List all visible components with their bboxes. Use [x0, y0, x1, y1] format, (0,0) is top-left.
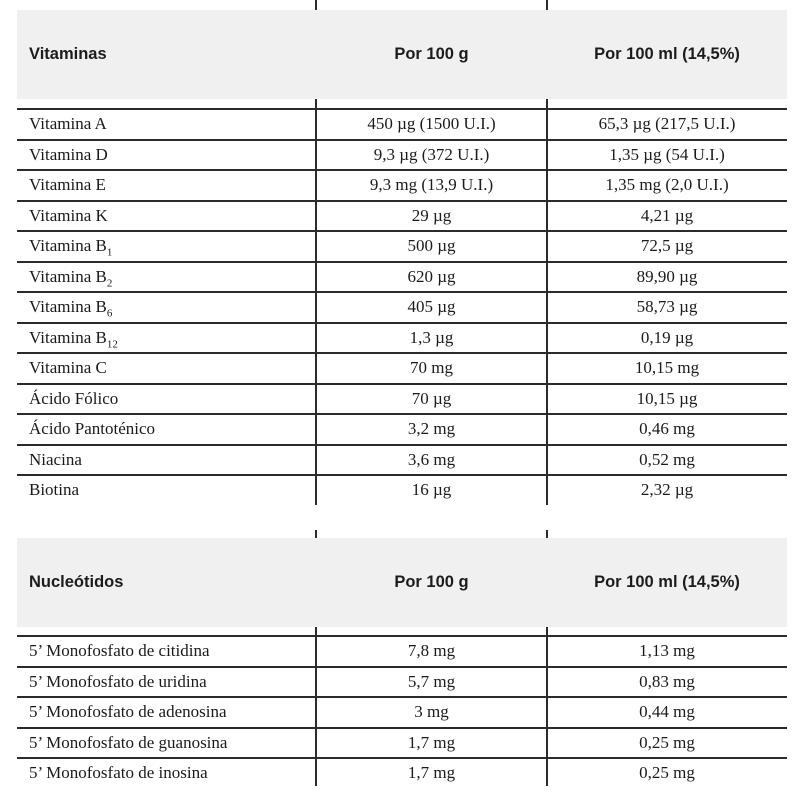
table-row — [17, 635, 787, 666]
vitamins-table-body — [17, 108, 787, 505]
row-label: Vitamina K — [29, 205, 108, 225]
per-100g-value: 16 µg — [411, 480, 452, 500]
per-100ml-value: 1,13 mg — [639, 641, 695, 661]
per-100ml-value: 0,52 mg — [639, 449, 695, 469]
nucleotides-table — [17, 530, 787, 788]
per-100g-value: 1,7 mg — [407, 732, 456, 752]
table-row — [17, 108, 787, 139]
per-100ml-value: 4,21 µg — [640, 205, 694, 225]
table-row — [17, 169, 787, 200]
table-title: Vitaminas — [29, 45, 107, 63]
row-label: 5’ Monofosfato de citidina — [29, 641, 210, 661]
row-label: 5’ Monofosfato de guanosina — [29, 732, 228, 752]
table-row — [17, 261, 787, 292]
row-label: Vitamina E — [29, 175, 106, 195]
per-100g-value: 29 µg — [411, 205, 452, 225]
per-100ml-value: 58,73 µg — [636, 297, 698, 317]
per-100ml-value: 0,19 µg — [640, 327, 694, 347]
table-row — [17, 474, 787, 505]
table-row — [17, 200, 787, 231]
per-100ml-value: 10,15 µg — [636, 388, 698, 408]
per-100g-value: 500 µg — [407, 236, 456, 256]
per-100g-value: 1,7 mg — [407, 763, 456, 783]
per-100ml-value: 0,25 mg — [639, 732, 695, 752]
table-title: Nucleótidos — [29, 573, 124, 591]
per-100g-value: 7,8 mg — [407, 641, 456, 661]
table-row — [17, 666, 787, 697]
table-row — [17, 696, 787, 727]
row-label: Vitamina $B_{12}$ — [29, 327, 118, 351]
per-100ml-value: 0,46 mg — [639, 419, 695, 439]
row-label: Ácido Fólico — [29, 388, 119, 408]
per-100g-value: 3 mg — [414, 702, 449, 722]
per-100ml-value: 89,90 µg — [636, 266, 698, 286]
table-row — [17, 291, 787, 322]
table-row — [17, 444, 787, 475]
table-row — [17, 757, 787, 788]
nucleotides-table-header — [17, 538, 787, 627]
table-row — [17, 230, 787, 261]
per-100g-value: 3,6 mg — [407, 449, 456, 469]
row-label: 5’ Monofosfato de inosina — [29, 763, 208, 783]
per-100g-value: 70 mg — [410, 358, 453, 378]
row-label: Vitamina A — [29, 114, 107, 134]
table-row — [17, 352, 787, 383]
table-row — [17, 383, 787, 414]
row-label: Vitamina C — [29, 358, 107, 378]
per-100ml-value: 0,44 mg — [639, 702, 695, 722]
per-100g-value: 3,2 mg — [407, 419, 456, 439]
row-label: 5’ Monofosfato de adenosina — [29, 702, 227, 722]
table-row — [17, 413, 787, 444]
per-100ml-value: 2,32 µg — [640, 480, 694, 500]
per-100g-value: 620 µg — [407, 266, 456, 286]
per-100ml-value: 72,5 µg — [640, 236, 694, 256]
per-100g-value: 1,3 µg — [409, 327, 454, 347]
row-label: Biotina — [29, 480, 80, 500]
table-row — [17, 322, 787, 353]
nucleotides-table-body — [17, 635, 787, 788]
col-header-per-100ml: Por 100 ml (14,5%) — [594, 573, 740, 591]
per-100ml-value: 0,83 mg — [639, 671, 695, 691]
col-header-per-100g: Por 100 g — [394, 45, 469, 63]
col-header-per-100g: Por 100 g — [394, 573, 469, 591]
per-100ml-value: 10,15 mg — [634, 358, 700, 378]
table-row — [17, 139, 787, 170]
per-100g-value: 9,3 mg (13,9 U.I.) — [369, 175, 494, 195]
col-header-per-100ml: Por 100 ml (14,5%) — [594, 45, 740, 63]
row-label: Vitamina $B_2$ — [29, 266, 113, 290]
row-label: Vitamina $B_1$ — [29, 236, 113, 259]
row-label: Ácido Pantoténico — [29, 419, 156, 439]
per-100g-value: 5,7 mg — [407, 671, 456, 691]
per-100g-value: 9,3 µg (372 U.I.) — [373, 144, 490, 164]
per-100ml-value: 1,35 µg (54 U.I.) — [609, 144, 725, 164]
vitamins-table — [17, 0, 787, 505]
table-row — [17, 727, 787, 758]
per-100g-value: 70 µg — [411, 388, 452, 408]
row-label: Vitamina $B_6$ — [29, 297, 113, 320]
vitamins-table-header — [17, 10, 787, 99]
per-100g-value: 450 µg (1500 U.I.) — [367, 114, 496, 134]
per-100ml-value: 0,25 mg — [639, 763, 695, 783]
per-100ml-value: 65,3 µg (217,5 U.I.) — [598, 114, 736, 134]
per-100g-value: 405 µg — [407, 297, 456, 317]
row-label: Niacina — [29, 449, 82, 469]
row-label: Vitamina D — [29, 144, 108, 164]
per-100ml-value: 1,35 mg (2,0 U.I.) — [605, 175, 729, 195]
row-label: 5’ Monofosfato de uridina — [29, 671, 207, 691]
